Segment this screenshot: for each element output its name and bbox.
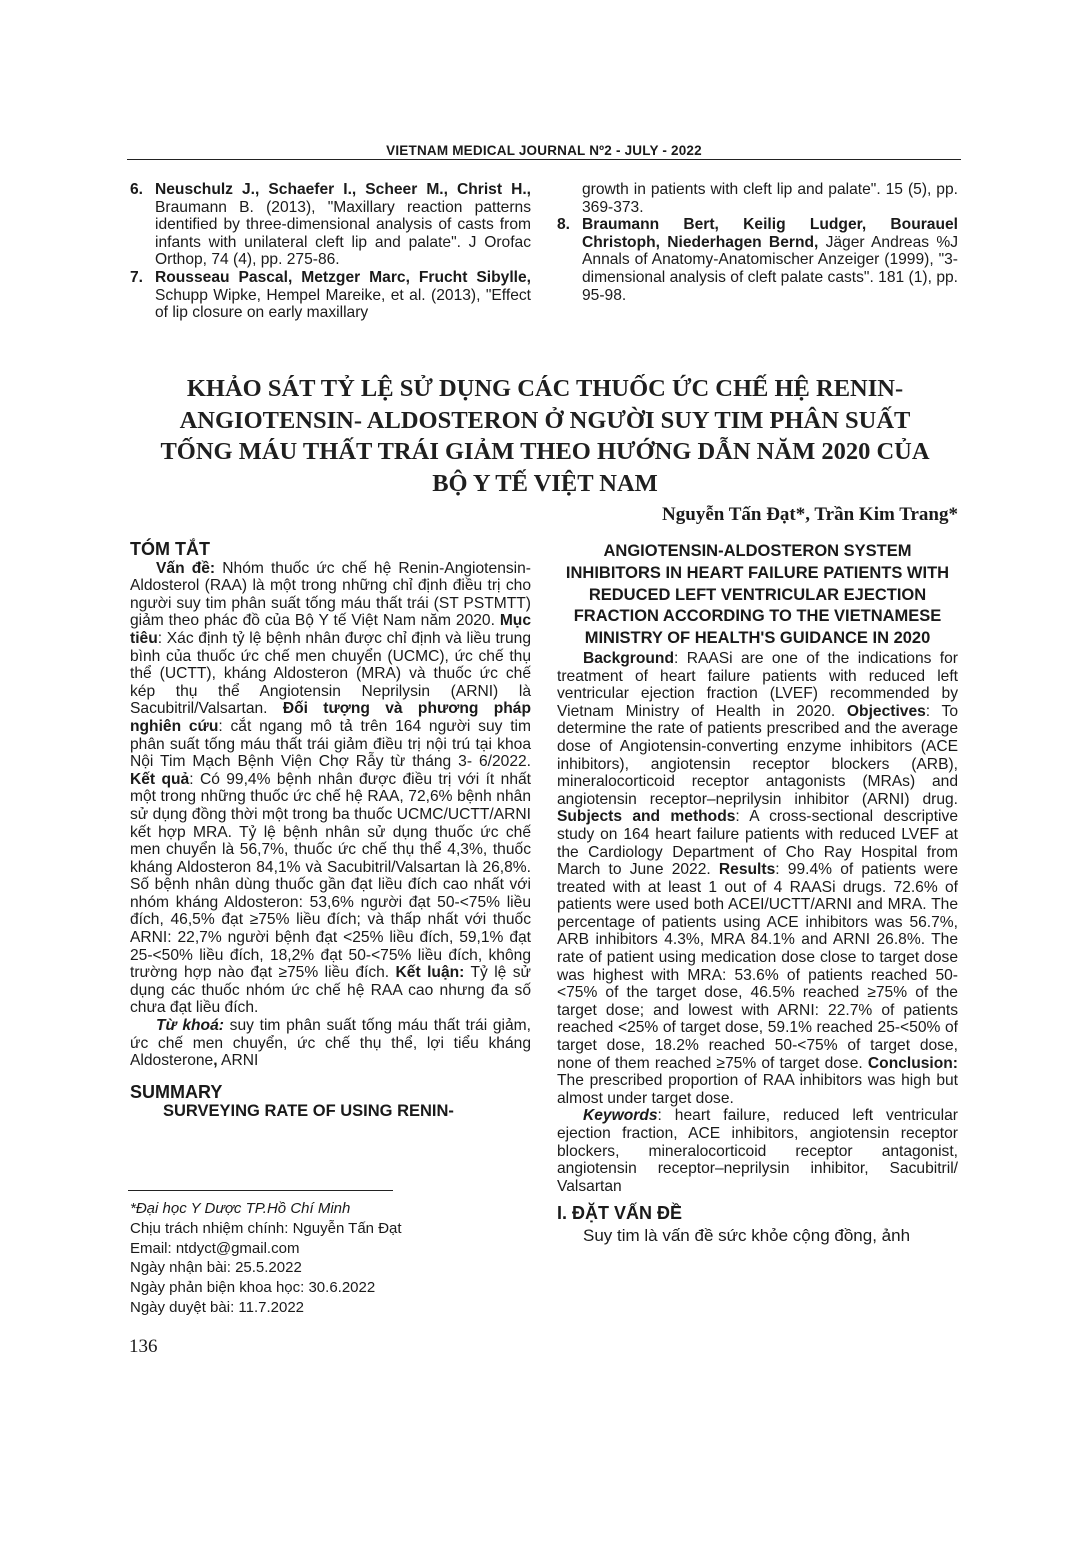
reference-number: 6.	[130, 181, 144, 198]
summary-body: Background: RAASi are one of the indications for treatment of heart failure patients with reduced left ventricular ejection fraction (LVEF) recommended by Vietnam Ministry of Health in 2020. Objectives: To determine the rate of patients prescribed and the average dose of Angiotensin-converting enzyme inhibitors (ACE inhibitors), angiotensin receptor blockers (ARB), mineralocorticoid receptor antagonists (MRAs) and angiotensin receptor–neprilysin inhibitor (ARNI) drug. Subjects and methods: A cross-sectional descriptive study on 164 heart failure patients with reduced LVEF at the Cardiology Department of Cho Ray Hospital from March to June 2022. Results: 99.4% of patients were treated with at least 1 out of 4 RAASi drugs. 72.6% of patients were used both ACEI/UCTT/ARNI and MRA. The percentage of patients using ACE inhibitors was 56.7%, ARB inhibitors 4.3%, MRA 84.1% and ARNI 26.8%. The rate of patient using medication dose close to target dose was highest with MRA: 53.6% of patients reached 50-<75% of the target dose, 46.5% reached ≥75% of the target dose; and lowest with ARNI: 22.7% of patients reached <25% of target dose, 59.1% reached 25-<50% of target dose, 18.2% reached 50-<75% of target dose, none of them reached ≥75% of target dose. Conclusion: The prescribed proportion of RAA inhibitors was high but almost under target dose.	[557, 649, 958, 1107]
summary-title-rest: ANGIOTENSIN-ALDOSTERON SYSTEM INHIBITORS IN HEART FAILURE PATIENTS WITH REDUCED LEFT VENTRICULAR EJECTION FRACTION ACCORDING TO THE VIETNAMESE MINISTRY OF HEALTH'S GUIDANCE IN 2020	[565, 542, 950, 648]
references-left	[130, 181, 531, 322]
reference-7	[130, 269, 531, 322]
reference-authors: Braumann Bert, Keilig Ludger, Bourauel Christoph, Niederhagen Bernd,	[582, 216, 958, 251]
footnote	[130, 1199, 402, 1318]
abstract-keywords: Từ khoá: suy tim phân suất tống máu thất trái giảm, ức chế men chuyển, ức chế thụ thể, lợi tiểu kháng Aldosterone, ARNI	[130, 1017, 531, 1070]
summary-heading: SUMMARY	[130, 1081, 223, 1102]
vietnamese-abstract	[130, 541, 531, 1121]
article-authors: Nguyễn Tấn Đạt*, Trần Kim Trang*	[662, 504, 958, 525]
reference-text: Schupp Wipke, Hempel Mareike, et al. (2013), "Effect of lip closure on early maxillary	[155, 286, 531, 322]
summary-keywords: Keywords: heart failure, reduced left ventricular ejection fraction, ACE inhibitors, angiotensin receptor blockers, mineralocorticoid receptor antagonist, angiotensin receptor–neprilysin inhibitor, Sacubitril/ Valsartan	[557, 1107, 958, 1195]
reference-7-continuation: growth in patients with cleft lip and palate". 15 (5), pp. 369-373.	[582, 181, 958, 216]
header-rule	[127, 159, 961, 160]
article-title: KHẢO SÁT TỶ LỆ SỬ DỤNG CÁC THUỐC ỨC CHẾ HỆ RENIN-ANGIOTENSIN- ALDOSTERON Ở NGƯỜI SUY TIM PHÂN SUẤT TỐNG MÁU THẤT TRÁI GIẢM THEO HƯỚNG DẪN NĂM 2020 CỦA BỘ Y TẾ VIỆT NAM	[160, 375, 930, 497]
footnote-reviewed: Ngày phản biện khoa học: 30.6.2022	[130, 1279, 376, 1297]
footnote-received: Ngày nhận bài: 25.5.2022	[130, 1259, 302, 1277]
reference-number: 7.	[130, 268, 144, 286]
tom-tat-heading: TÓM TẮT	[130, 539, 210, 559]
references-right	[557, 181, 958, 304]
section-1-text: Suy tim là vấn đề sức khỏe cộng đồng, ảnh	[583, 1225, 911, 1245]
journal-header: VIETNAM MEDICAL JOURNAL Nº2 - JULY - 2022	[386, 143, 702, 158]
reference-number: 8.	[557, 216, 571, 234]
reference-text: Braumann B. (2013), "Maxillary reaction patterns identified by three-dimensional analysis of casts from infants with unilateral cleft lip and palate". J Orofac Orthop, 74 (4), pp. 275-86.	[155, 198, 531, 269]
english-abstract	[557, 541, 958, 1247]
page-number: 136	[129, 1336, 158, 1357]
reference-6	[130, 181, 531, 269]
footnote-responsible: Chịu trách nhiệm chính: Nguyễn Tấn Đạt	[130, 1219, 402, 1237]
abstract-body: Vấn đề: Nhóm thuốc ức chế hệ Renin-Angiotensin- Aldosterol (RAA) là một trong những chỉ định điều trị cho người suy tim phân suất tống máu thất trái (ST PSTMTT) giảm theo phác đồ của Bộ Y tế Việt Nam năm 2020. Mục tiêu: Xác định tỷ lệ bệnh nhân được chỉ định và liều trung bình của thuốc ức chế men chuyển (UCMC), ức chế thụ thể (UCTT), kháng Aldosteron (MRA) và thuốc ức chế kép thụ thể Angiotensin Neprilysin (ARNI) là Sacubitril/Valsartan. Đối tượng và phương pháp nghiên cứu: cắt ngang mô tả trên 164 người suy tim phân suất tống máu thất trái giảm điều trị nội trú tại khoa Nội Tim Mạch Bệnh Viện Chợ Rẫy từ tháng 3- 6/2022. Kết quả: Có 99,4% bệnh nhân được điều trị với ít nhất một trong những thuốc ức chế hệ RAA, 72,6% bệnh nhân sử dụng đồng thời một trong ba thuốc UCMC/UCTT/ARNI kết hợp MRA. Tỷ lệ bệnh nhân sử dụng thuốc ức chế men chuyển là 56,7%, thuốc ức chế thụ thể 4,3%, thuốc kháng Aldosteron 84,1% và Sacubitril/Valsartan là 26,8%. Số bệnh nhân dùng thuốc gần đạt liều đích cao nhất với nhóm kháng Aldosteron: 53,6% người đạt 50-<75% liều đích, 46,5% đạt ≥75% liều đích; và thấp nhất với thuốc ARNI: 22,7% người bệnh đạt <25% liều đích, 59,1% đạt 25-<50% liều đích, 18,2% đạt 50-<75% liều đích, không trường hợp nào đạt ≥75% liều đích. Kết luận: Tỷ lệ sử dụng các thuốc nhóm ức chế hệ RAA cao nhưng đa số chưa đạt liều đích.	[130, 559, 531, 1017]
reference-authors: Neuschulz J., Schaefer I., Scheer M., Christ H.,	[155, 181, 531, 198]
footnote-rule	[128, 1190, 393, 1191]
footnote-affiliation: *Đại học Y Dược TP.Hồ Chí Minh	[130, 1200, 351, 1217]
summary-title-start: SURVEYING RATE OF USING RENIN-	[163, 1102, 454, 1121]
reference-8	[557, 216, 958, 304]
footnote-email: Email: ntdyct@gmail.com	[130, 1239, 300, 1257]
reference-text: Jäger Andreas %J Annals of Anatomy-Anatomischer Anzeiger (1999), "3-dimensional analysis of cleft palate casts". 181 (1), pp. 95-98.	[582, 233, 958, 304]
section-1-heading: I. ĐẶT VẤN ĐỀ	[557, 1203, 683, 1224]
footnote-accepted: Ngày duyệt bài: 11.7.2022	[130, 1298, 305, 1316]
reference-authors: Rousseau Pascal, Metzger Marc, Frucht Sibylle,	[155, 268, 531, 286]
